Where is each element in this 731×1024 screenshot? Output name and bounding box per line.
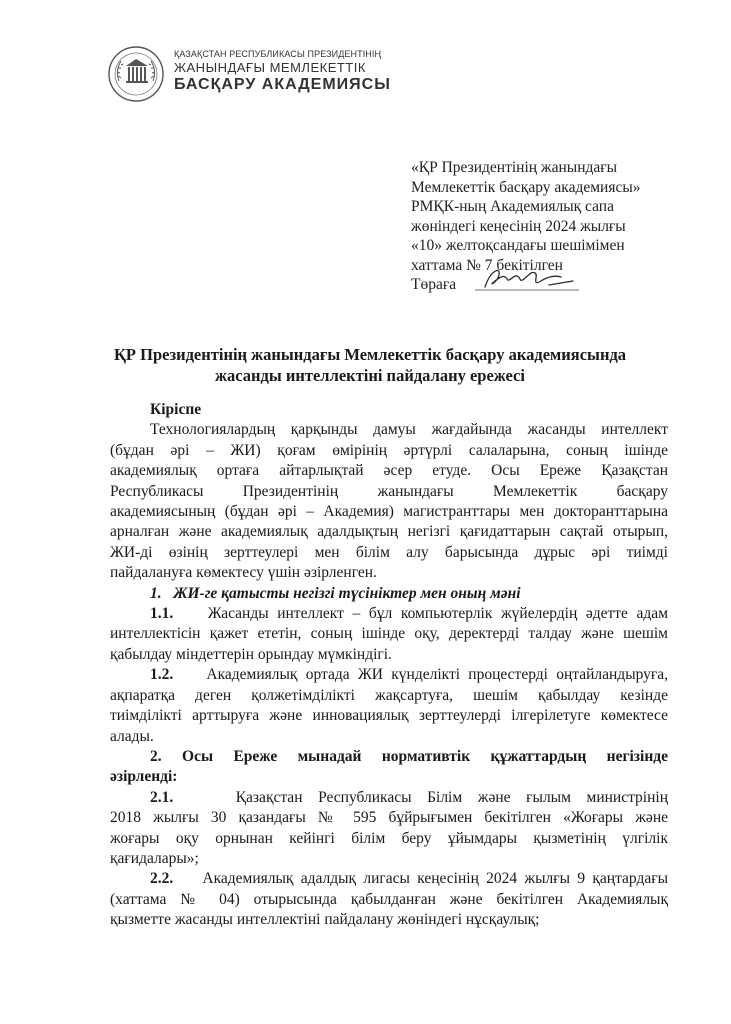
item-line: қызметте жасанды интеллектіні пайдалану жөніндегі нұсқаулық; <box>110 911 540 929</box>
item-2-1-first-line <box>110 788 668 808</box>
intro-line: Республикасы Президентінің жанындағы Мемлекеттік басқару <box>110 482 668 500</box>
chair-line <box>411 275 641 295</box>
section2-heading-line: 2. Осы Ереже мынадай нормативтік құжаттардың негізінде <box>150 747 668 765</box>
title-line2: жасанды интеллектіні пайдалану ережесі <box>215 366 525 385</box>
item-line: интеллектісін қажет ететін, соның ішінде оқу, деректерді талдау және шешім <box>110 625 668 643</box>
signature-icon <box>469 263 589 295</box>
item-line: ақпаратқа деген қолжетімділікті жақсартуға, шешім қабылдау кезінде <box>110 686 668 704</box>
item-2-2-first-line <box>110 869 668 889</box>
chair-label: Төраға <box>411 276 457 293</box>
item-text: Жасанды интеллект – бұл компьютерлік жүйелердің әдетте адам <box>207 605 668 623</box>
intro-line: ЖИ-ді өзінің зерттеулері мен білім алу барысында дұрыс әрі тиімді <box>110 543 668 561</box>
item-line: (хаттама № 04) отырысында қабылданған және бекітілген Академиялық <box>110 890 668 908</box>
item-number: 1.2. <box>150 666 174 684</box>
item-number: 2.2. <box>150 870 174 888</box>
approval-line: РМҚК-ның Академиялық сапа <box>411 198 614 215</box>
item-line: алады. <box>110 727 154 745</box>
item-line: қағидалары»; <box>110 849 199 867</box>
academy-name-line3: БАСҚАРУ АКАДЕМИЯСЫ <box>174 76 391 94</box>
intro-line: (бұдан әрі – ЖИ) қоғам өмірінің әртүрлі салаларына, соның ішінде <box>110 441 668 459</box>
academy-name-line1: ҚАЗАҚСТАН РЕСПУБЛИКАСЫ ПРЕЗИДЕНТІНІҢ <box>174 49 382 59</box>
item-text: Академиялық ортада ЖИ күнделікті процестерді оңтайландыруға, <box>206 666 669 684</box>
section1-heading: 1. ЖИ-ге қатысты негізгі түсініктер мен оның мәні <box>150 584 521 602</box>
item-1-1-first-line <box>110 604 668 624</box>
academy-name-block <box>174 49 391 95</box>
item-1-2-first-line <box>110 665 668 685</box>
item-line: жоғары оқу орнынан кейінгі білім беру ұйымдары қызметінің үлгілік <box>110 829 668 847</box>
intro-line: арналған және академиялық адалдықтың негізгі қағидаттарын сақтай отырып, <box>110 523 668 541</box>
document-title <box>60 344 680 386</box>
intro-line: пайдалануға көмектесу үшін әзірленген. <box>110 564 377 582</box>
item-number: 2.1. <box>150 788 174 806</box>
item-text: Қазақстан Республикасы Білім және ғылым министрінің <box>235 788 668 806</box>
item-line: қабылдау міндеттерін орындау мүмкіндігі. <box>110 645 392 663</box>
item-line: 2018 жылғы 30 қазандағы № 595 бұйрығымен бекітілген «Жоғары және <box>110 809 668 827</box>
approval-line: «10» желтоқсандағы шешімімен <box>411 237 625 254</box>
approval-line: Мемлекеттік басқару академиясы» <box>411 178 641 196</box>
item-line: тиімділікті арттыруға және инновациялық зерттеулерді ілгерілетуге көмектесе <box>110 707 668 725</box>
section2-heading-line: әзірленді: <box>110 768 178 786</box>
approval-line: жөніндегі кеңесінің 2024 жылғы <box>411 217 626 235</box>
item-text: Академиялық адалдық лигасы кеңесінің 2024 жылғы 9 қаңтардағы <box>202 870 669 888</box>
intro-line: Технологиялардың қарқынды дамуы жағдайында жасанды интеллект <box>150 421 668 439</box>
document-body <box>110 400 668 931</box>
intro-heading: Кіріспе <box>150 401 202 418</box>
intro-line: академиялық ортаға айтарлықтай әсер етуде. Осы Ереже Қазақстан <box>110 462 668 480</box>
academy-name-line2: ЖАНЫНДАҒЫ МЕМЛЕКЕТТІК <box>174 60 366 76</box>
approval-line: «ҚР Президентінің жанындағы <box>411 159 618 176</box>
title-line1: ҚР Президентінің жанындағы Мемлекеттік басқару академиясында <box>113 345 627 364</box>
approval-line: хаттама № 7 бекітілген <box>411 256 563 274</box>
intro-line: академиясының (бұдан әрі – Академия) магистранттары мен докторанттарына <box>110 503 668 521</box>
academy-emblem-icon <box>107 45 165 103</box>
item-number: 1.1. <box>150 605 174 623</box>
approval-block <box>411 158 641 295</box>
